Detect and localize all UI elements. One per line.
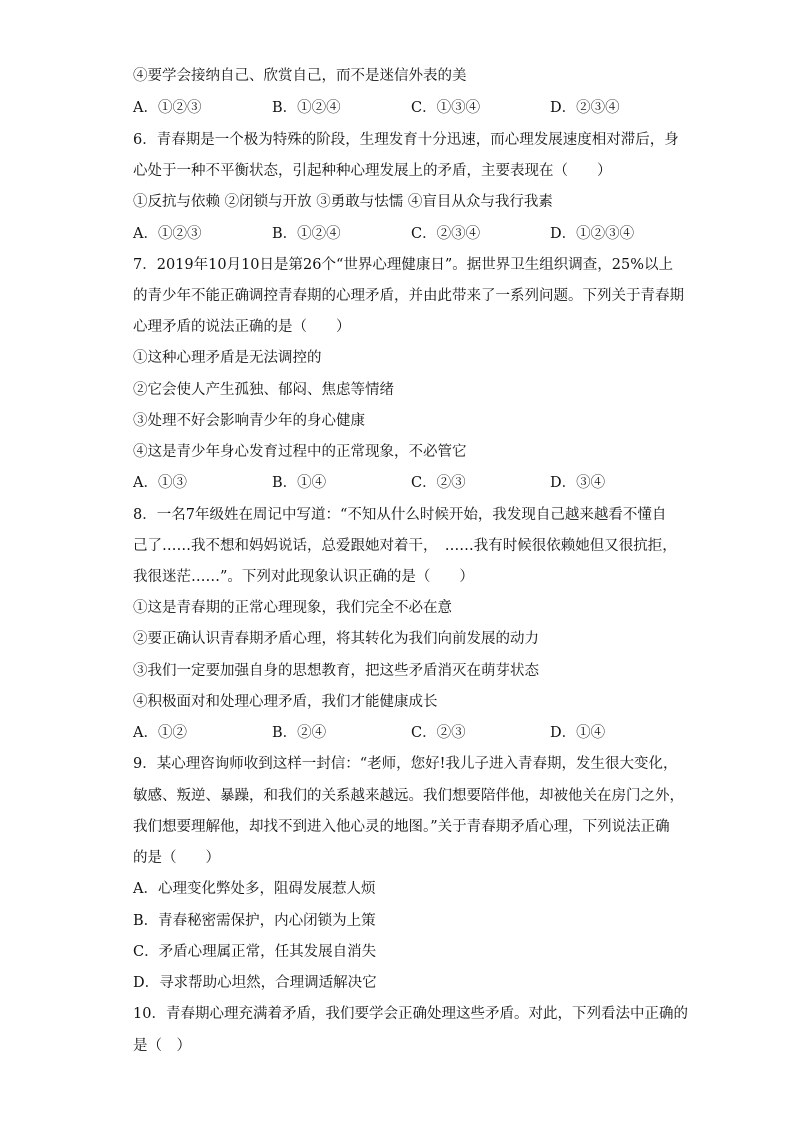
q8-item-4: ④积极面对和处理心理矛盾，我们才能健康成长	[133, 694, 438, 710]
q8-stem-line-3: 我很迷茫……”。下列对此现象认识正确的是（ ）	[133, 569, 474, 585]
q8-option-c: C．②③	[411, 725, 466, 741]
q7-option-d: D．③④	[550, 475, 606, 491]
q6-option-d: D．①②③④	[550, 226, 635, 242]
q8-item-1: ①这是青春期的正常心理现象，我们完全不必在意	[133, 600, 452, 616]
q8-stem-line-1: 8．一名7年级姓在周记中写道：“不知从什么时候开始，我发现自己越来越看不懂自	[133, 507, 667, 523]
q6-option-c: C．②③④	[411, 226, 481, 242]
q5-option-c: C．①③④	[411, 100, 481, 116]
q5-option-a: A．①②③	[133, 100, 202, 116]
q8-options	[133, 723, 673, 743]
q7-item-3: ③处理不好会影响青少年的身心健康	[133, 413, 365, 429]
q6-items: ①反抗与依赖 ②闭锁与开放 ③勇敢与怯懦 ④盲目从众与我行我素	[133, 194, 553, 210]
q7-option-b: B．①④	[272, 475, 327, 491]
q10-stem-line-2: 是（ ）	[133, 1038, 191, 1054]
q9-option-c: C．矛盾心理属正常，任其发展自消失	[133, 944, 377, 960]
q7-stem-line-2: 的青少年不能正确调控青春期的心理矛盾，并由此带来了一系列问题。下列关于青春期	[133, 288, 684, 304]
q9-option-a: A．心理变化弊处多，阻碍发展惹人烦	[133, 881, 376, 897]
q8-item-3: ③我们一定要加强自身的思想教育，把这些矛盾消灭在萌芽状态	[133, 663, 539, 679]
q9-stem-line-4: 的是（ ）	[133, 850, 220, 866]
q9-stem-line-1: 9．某心理咨询师收到这样一封信：“老师，您好!我儿子进入青春期，发生很大变化，	[133, 756, 678, 772]
q6-options	[133, 224, 673, 244]
q8-option-d: D．①④	[550, 725, 606, 741]
q7-item-4: ④这是青少年身心发育过程中的正常现象，不必管它	[133, 444, 467, 460]
q8-item-2: ②要正确认识青春期矛盾心理，将其转化为我们向前发展的动力	[133, 631, 539, 647]
q6-stem-line-1: 6．青春期是一个极为特殊的阶段，生理发育十分迅速，而心理发展速度相对滞后，身	[133, 132, 679, 148]
q5-options	[133, 98, 673, 118]
q5-option-d: D．②③④	[550, 100, 620, 116]
q7-stem-line-1: 7．2019年10月10日是第26个“世界心理健康日”。据世界卫生组织调查，25%以上	[133, 257, 674, 273]
q9-option-d: D．寻求帮助心坦然，合理调适解决它	[133, 975, 377, 991]
q9-option-b: B．青春秘密需保护，内心闭锁为上策	[133, 913, 376, 929]
q7-stem-line-3: 心理矛盾的说法正确的是（ ）	[133, 319, 351, 335]
q7-item-2: ②它会使人产生孤独、郁闷、焦虑等情绪	[133, 382, 394, 398]
q8-option-b: B．②④	[272, 725, 327, 741]
q7-option-c: C．②③	[411, 475, 466, 491]
q5-option-b: B．①②④	[272, 100, 341, 116]
q8-option-a: A．①②	[133, 725, 187, 741]
q7-item-1: ①这种心理矛盾是无法调控的	[133, 350, 322, 366]
q8-stem-line-2: 己了……我不想和妈妈说话，总爱跟她对着干， ……我有时候很依赖她但又很抗拒，	[133, 538, 677, 554]
q5-item-4: ④要学会接纳自己、欣赏自己，而不是迷信外表的美	[133, 68, 467, 84]
q7-option-a: A．①③	[133, 475, 187, 491]
q6-stem-line-2: 心处于一种不平衡状态，引起种种心理发展上的矛盾，主要表现在（ ）	[133, 163, 612, 179]
q10-stem-line-1: 10．青春期心理充满着矛盾，我们要学会正确处理这些矛盾。对此，下列看法中正确的	[133, 1006, 688, 1022]
q7-options	[133, 473, 673, 493]
q6-option-b: B．①②④	[272, 226, 341, 242]
q9-stem-line-2: 敏感、叛逆、暴躁，和我们的关系越来越远。我们想要陪伴他，却被他关在房门之外，	[133, 788, 684, 804]
q6-option-a: A．①②③	[133, 226, 202, 242]
q9-stem-line-3: 我们想要理解他，却找不到进入他心灵的地图。”关于青春期矛盾心理，下列说法正确	[133, 819, 670, 835]
